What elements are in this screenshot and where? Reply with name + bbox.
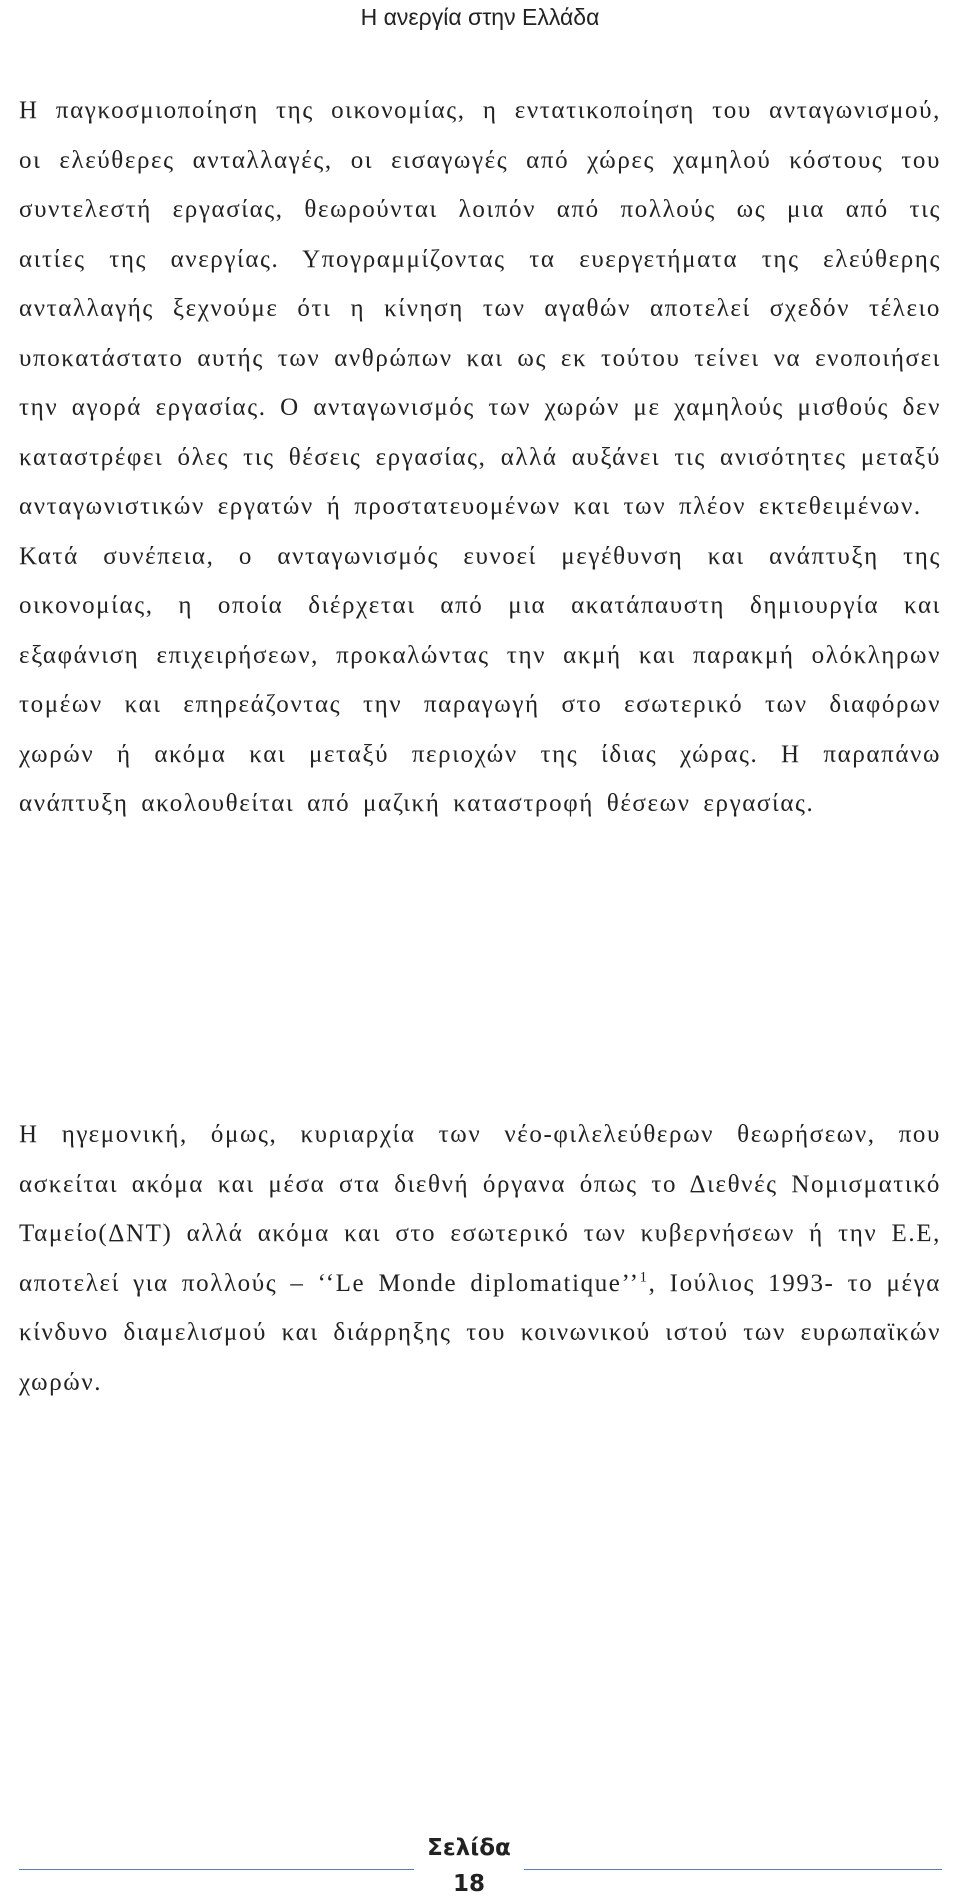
body-paragraph-2 xyxy=(19,1110,941,1407)
paragraph-text-before-footnote: Η ηγεμονική, όμως, κυριαρχία των νέο-φιλελεύθερων θεωρήσεων, που ασκείται ακόμα και μέσα στα διεθνή όργανα όπως το Διεθνές Νομισματικό Ταμείο(ΔΝΤ) αλλά ακόμα και στο εσωτερικό των κυβερνήσεων ή την Ε.Ε, αποτελεί για πολλούς – ‘‘Le Monde diplomatique’’ xyxy=(19,1121,941,1297)
running-header: Η ανεργία στην Ελλάδα xyxy=(360,4,600,30)
footnote-reference[interactable]: 1 xyxy=(639,1269,649,1286)
page-number: 18 xyxy=(452,1871,485,1897)
page-label: Σελίδα xyxy=(427,1835,511,1861)
body-paragraph-1 xyxy=(19,86,941,829)
sentence-consequence: Κατά συνέπεια, ο ανταγωνισμός ευνοεί μεγέθυνση και ανάπτυξη της οικονομίας, η οποία διέρχεται από μια ακατάπαυστη δημιουργία και εξαφάνιση επιχειρήσεων, προκαλώντας την ακμή και παρακμή ολόκληρων τομέων και επηρεάζοντας την παραγωγή στο εσωτερικό των διαφόρων χωρών ή ακόμα και μεταξύ περιοχών της ίδιας χώρας. xyxy=(19,542,941,768)
sentence-job-destruction: Η παραπάνω ανάπτυξη ακολουθείται από μαζική καταστροφή θέσεων εργασίας. xyxy=(19,740,941,817)
sentence-low-wage-competition: Ο ανταγωνισμός των χωρών με χαμηλούς μισθούς δεν καταστρέφει όλες τις θέσεις εργασίας, αλλά αυξάνει τις ανισότητες μεταξύ ανταγωνιστικών εργατών ή προστατευομένων και των πλέον εκτεθειμένων. xyxy=(19,394,941,520)
page-footer xyxy=(0,1822,960,1897)
footer-rule-left xyxy=(19,1869,414,1870)
sentence-free-trade: Υπογραμμίζοντας τα ευεργετήματα της ελεύθερης ανταλλαγής ξεχνούμε ότι η κίνηση των αγαθών αποτελεί σχεδόν τέλειο υποκατάστατο αυτής των ανθρώπων και ως εκ τούτου τείνει να ενοποιήσει την αγορά εργασίας. xyxy=(19,245,941,421)
footer-rule-right xyxy=(524,1869,942,1870)
page-number-block xyxy=(412,1830,526,1902)
paragraph-text-after-footnote: , Ιούλιος 1993- το μέγα κίνδυνο διαμελισμού και διάρρηξης του κοινωνικού ιστού των ευρωπαϊκών χωρών. xyxy=(19,1269,941,1396)
sentence-globalization: Η παγκοσμιοποίηση της οικονομίας, η εντατικοποίηση του ανταγωνισμού, οι ελεύθερες ανταλλαγές, οι εισαγωγές από χώρες χαμηλού κόστους του συντελεστή εργασίας, θεωρούνται λοιπόν από πολλούς ως μια από τις αιτίες της ανεργίας. xyxy=(19,97,941,273)
